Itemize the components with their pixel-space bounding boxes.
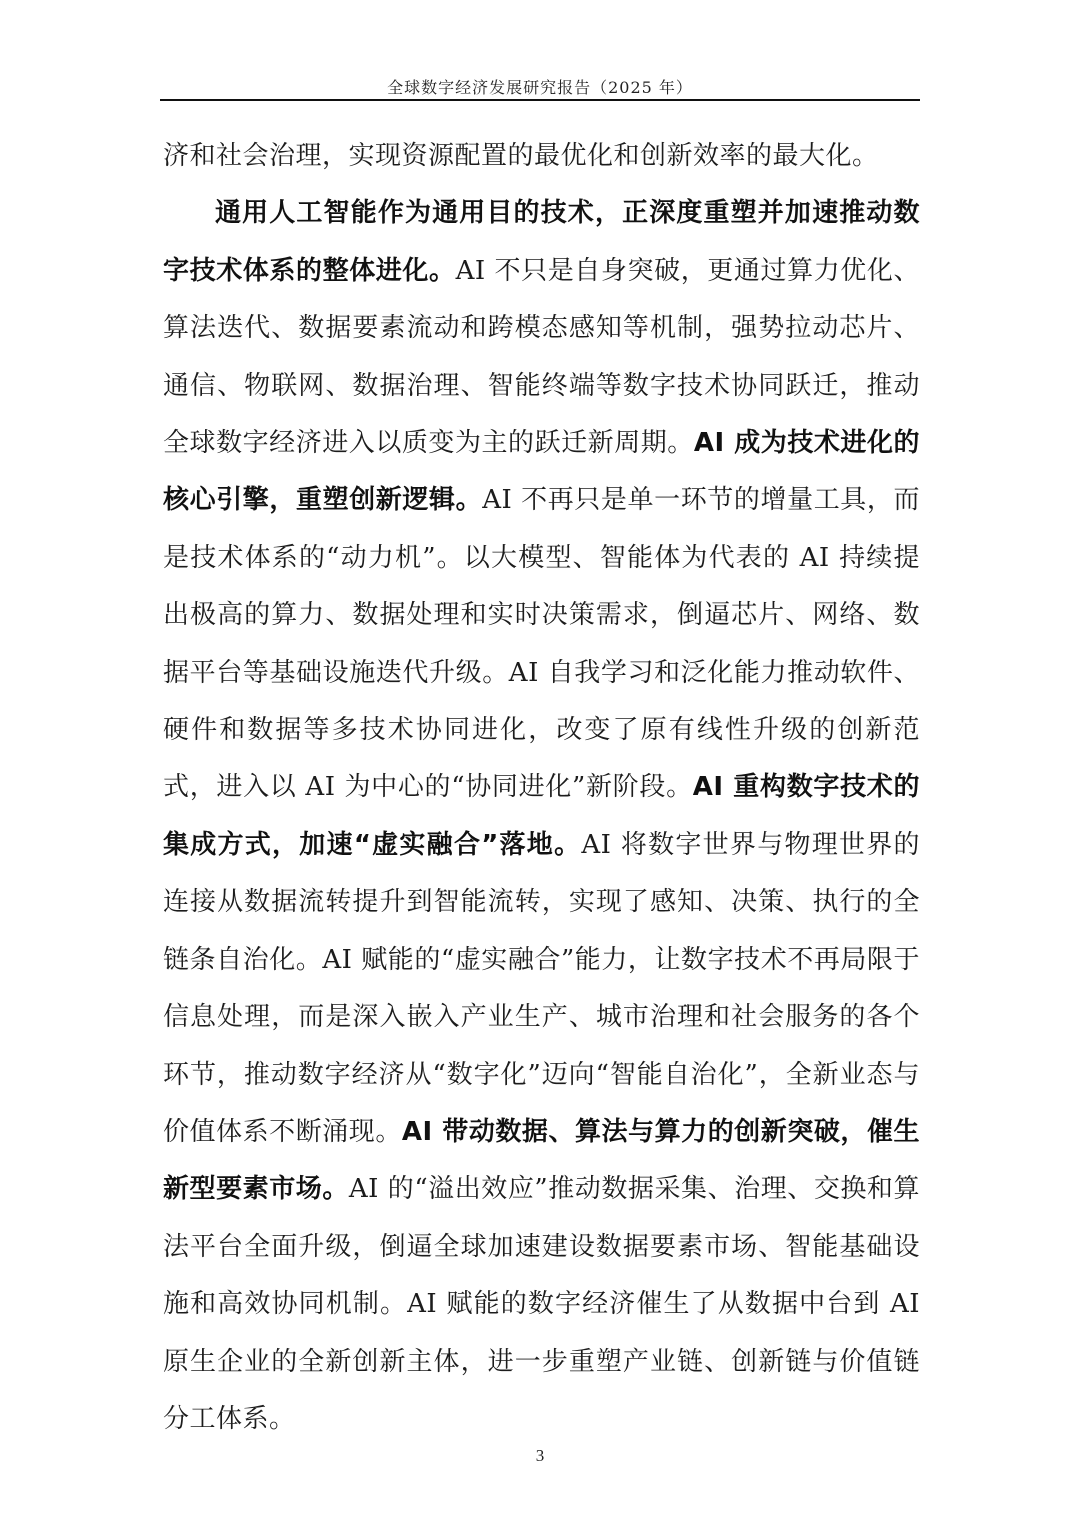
bold-heading-2: AI 成为技术进化的核心引擎，重塑创新逻辑。 [163,428,920,516]
bold-heading-3: AI 重构数字技术的集成方式，加速“虚实融合”落地。 [163,772,920,860]
header-divider [160,99,920,101]
bold-heading-4: AI 带动数据、算法与算力的创新突破，催生新型要素市场。 [163,1116,920,1205]
report-title: 全球数字经济发展研究报告（2025 年） [387,78,693,97]
paragraph-text-1: AI 不只是自身突破，更通过算力优化、算法迭代、数据要素流动和跨模态感知等机制，强势拉动芯片、通信、物联网、数据治理、智能终端等数字技术协同跃迁，推动全球数字经济进入以质变为主的跃迁新周期。 [163,255,920,459]
paragraph-text-4: AI 的“溢出效应”推动数据采集、治理、交换和算法平台全面升级，倒逼全球加速建设数据要素市场、智能基础设施和高效协同机制。AI 赋能的数字经济催生了从数据中台到 AI 原生企业的全新创新主体，进一步重塑产业链、创新链与价值链分工体系。 [163,1174,920,1434]
paragraph-text-2: AI 不再只是单一环节的增量工具，而是技术体系的“动力机”。以大模型、智能体为代表的 AI 持续提出极高的算力、数据处理和实时决策需求，倒逼芯片、网络、数据平台等基础设施迭代升级。AI 自我学习和泛化能力推动软件、硬件和数据等多技术协同进化，改变了原有线性升级的创新范式，进入以 AI 为中心的“协同进化”新阶段。 [163,485,920,803]
bold-heading-1: 通用人工智能作为通用目的技术，正深度重塑并加速推动数字技术体系的整体进化。 [163,198,920,286]
page-number: 3 [535,1446,545,1465]
paragraph-text-3: AI 将数字世界与物理世界的连接从数据流转提升到智能流转，实现了感知、决策、执行的全链条自治化。AI 赋能的“虚实融合”能力，让数字技术不再局限于信息处理，而是深入嵌入产业生产、城市治理和社会服务的各个环节，推动数字经济从“数字化”迈向“智能自治化”，全新业态与价值体系不断涌现。 [163,829,920,1147]
continued-paragraph: 济和社会治理，实现资源配置的最优化和创新效率的最大化。 [163,141,879,171]
main-paragraph [163,185,920,1448]
document-body [163,128,920,1448]
